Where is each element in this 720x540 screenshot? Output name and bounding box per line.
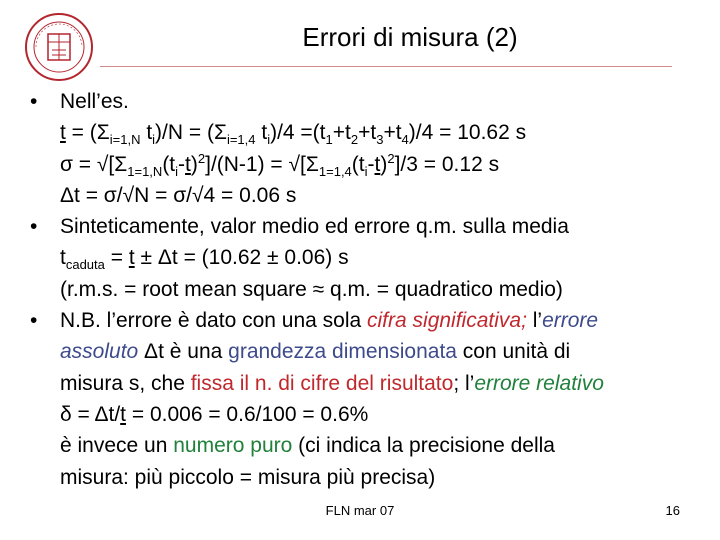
slide-title: Errori di misura (2) bbox=[302, 22, 518, 52]
bullet-icon: • bbox=[30, 215, 38, 239]
slide-body bbox=[30, 86, 700, 493]
bullet-icon: • bbox=[30, 309, 38, 333]
mean-formula: $t = (\Sigma_{i=1,N}$ $t_i)/N = (\Sigma_{i=1,4}$ $t_i)/4 =(t_1+t_2+t_3+t_4)/4 = 10.62$ s bbox=[60, 121, 527, 148]
sigma-formula: $\sigma = √[\Sigma_{1=1,N}(t_i-t)^2]/(N-1) = √[\Sigma_{1=1,4}(t_i-t)^2]/3 = 0.12$ s bbox=[60, 150, 500, 179]
note-line: assoluto Δt è una grandezza dimensionata con unità di bbox=[60, 340, 571, 364]
note-line: misura: più piccolo = misura più precisa) bbox=[60, 465, 436, 489]
page-number: 16 bbox=[665, 503, 680, 518]
title-divider bbox=[100, 66, 672, 67]
bullet-item: • Sinteticamente, valor medio ed errore q.m. sulla media bbox=[30, 211, 700, 242]
delta-t-formula: Δt = σ/√N = σ/√4 = 0.06 s bbox=[60, 183, 297, 207]
note-line: misura s, che fissa il n. di cifre del risultato; l’errore relativo bbox=[60, 371, 604, 395]
bullet-item: • N.B. l’errore è dato con una sola cifra significativa; l’errore bbox=[30, 305, 700, 336]
university-seal-icon bbox=[24, 12, 94, 82]
note-line: è invece un numero puro (ci indica la precisione della bbox=[60, 434, 555, 458]
footer-label: FLN mar 07 bbox=[325, 503, 395, 518]
bullet-icon: • bbox=[30, 90, 38, 113]
rms-note: (r.m.s. = root mean square ≈ q.m. = quadratico medio) bbox=[60, 277, 563, 301]
relative-error-formula: δ = Δt/t = 0.006 = 0.6/100 = 0.6% bbox=[60, 402, 369, 426]
bullet-item: • Nell’es. bbox=[30, 86, 700, 117]
result-formula: $t_{caduta} = t \pm \Delta t = (10.62 \pm 0.06)$ s bbox=[60, 246, 349, 273]
